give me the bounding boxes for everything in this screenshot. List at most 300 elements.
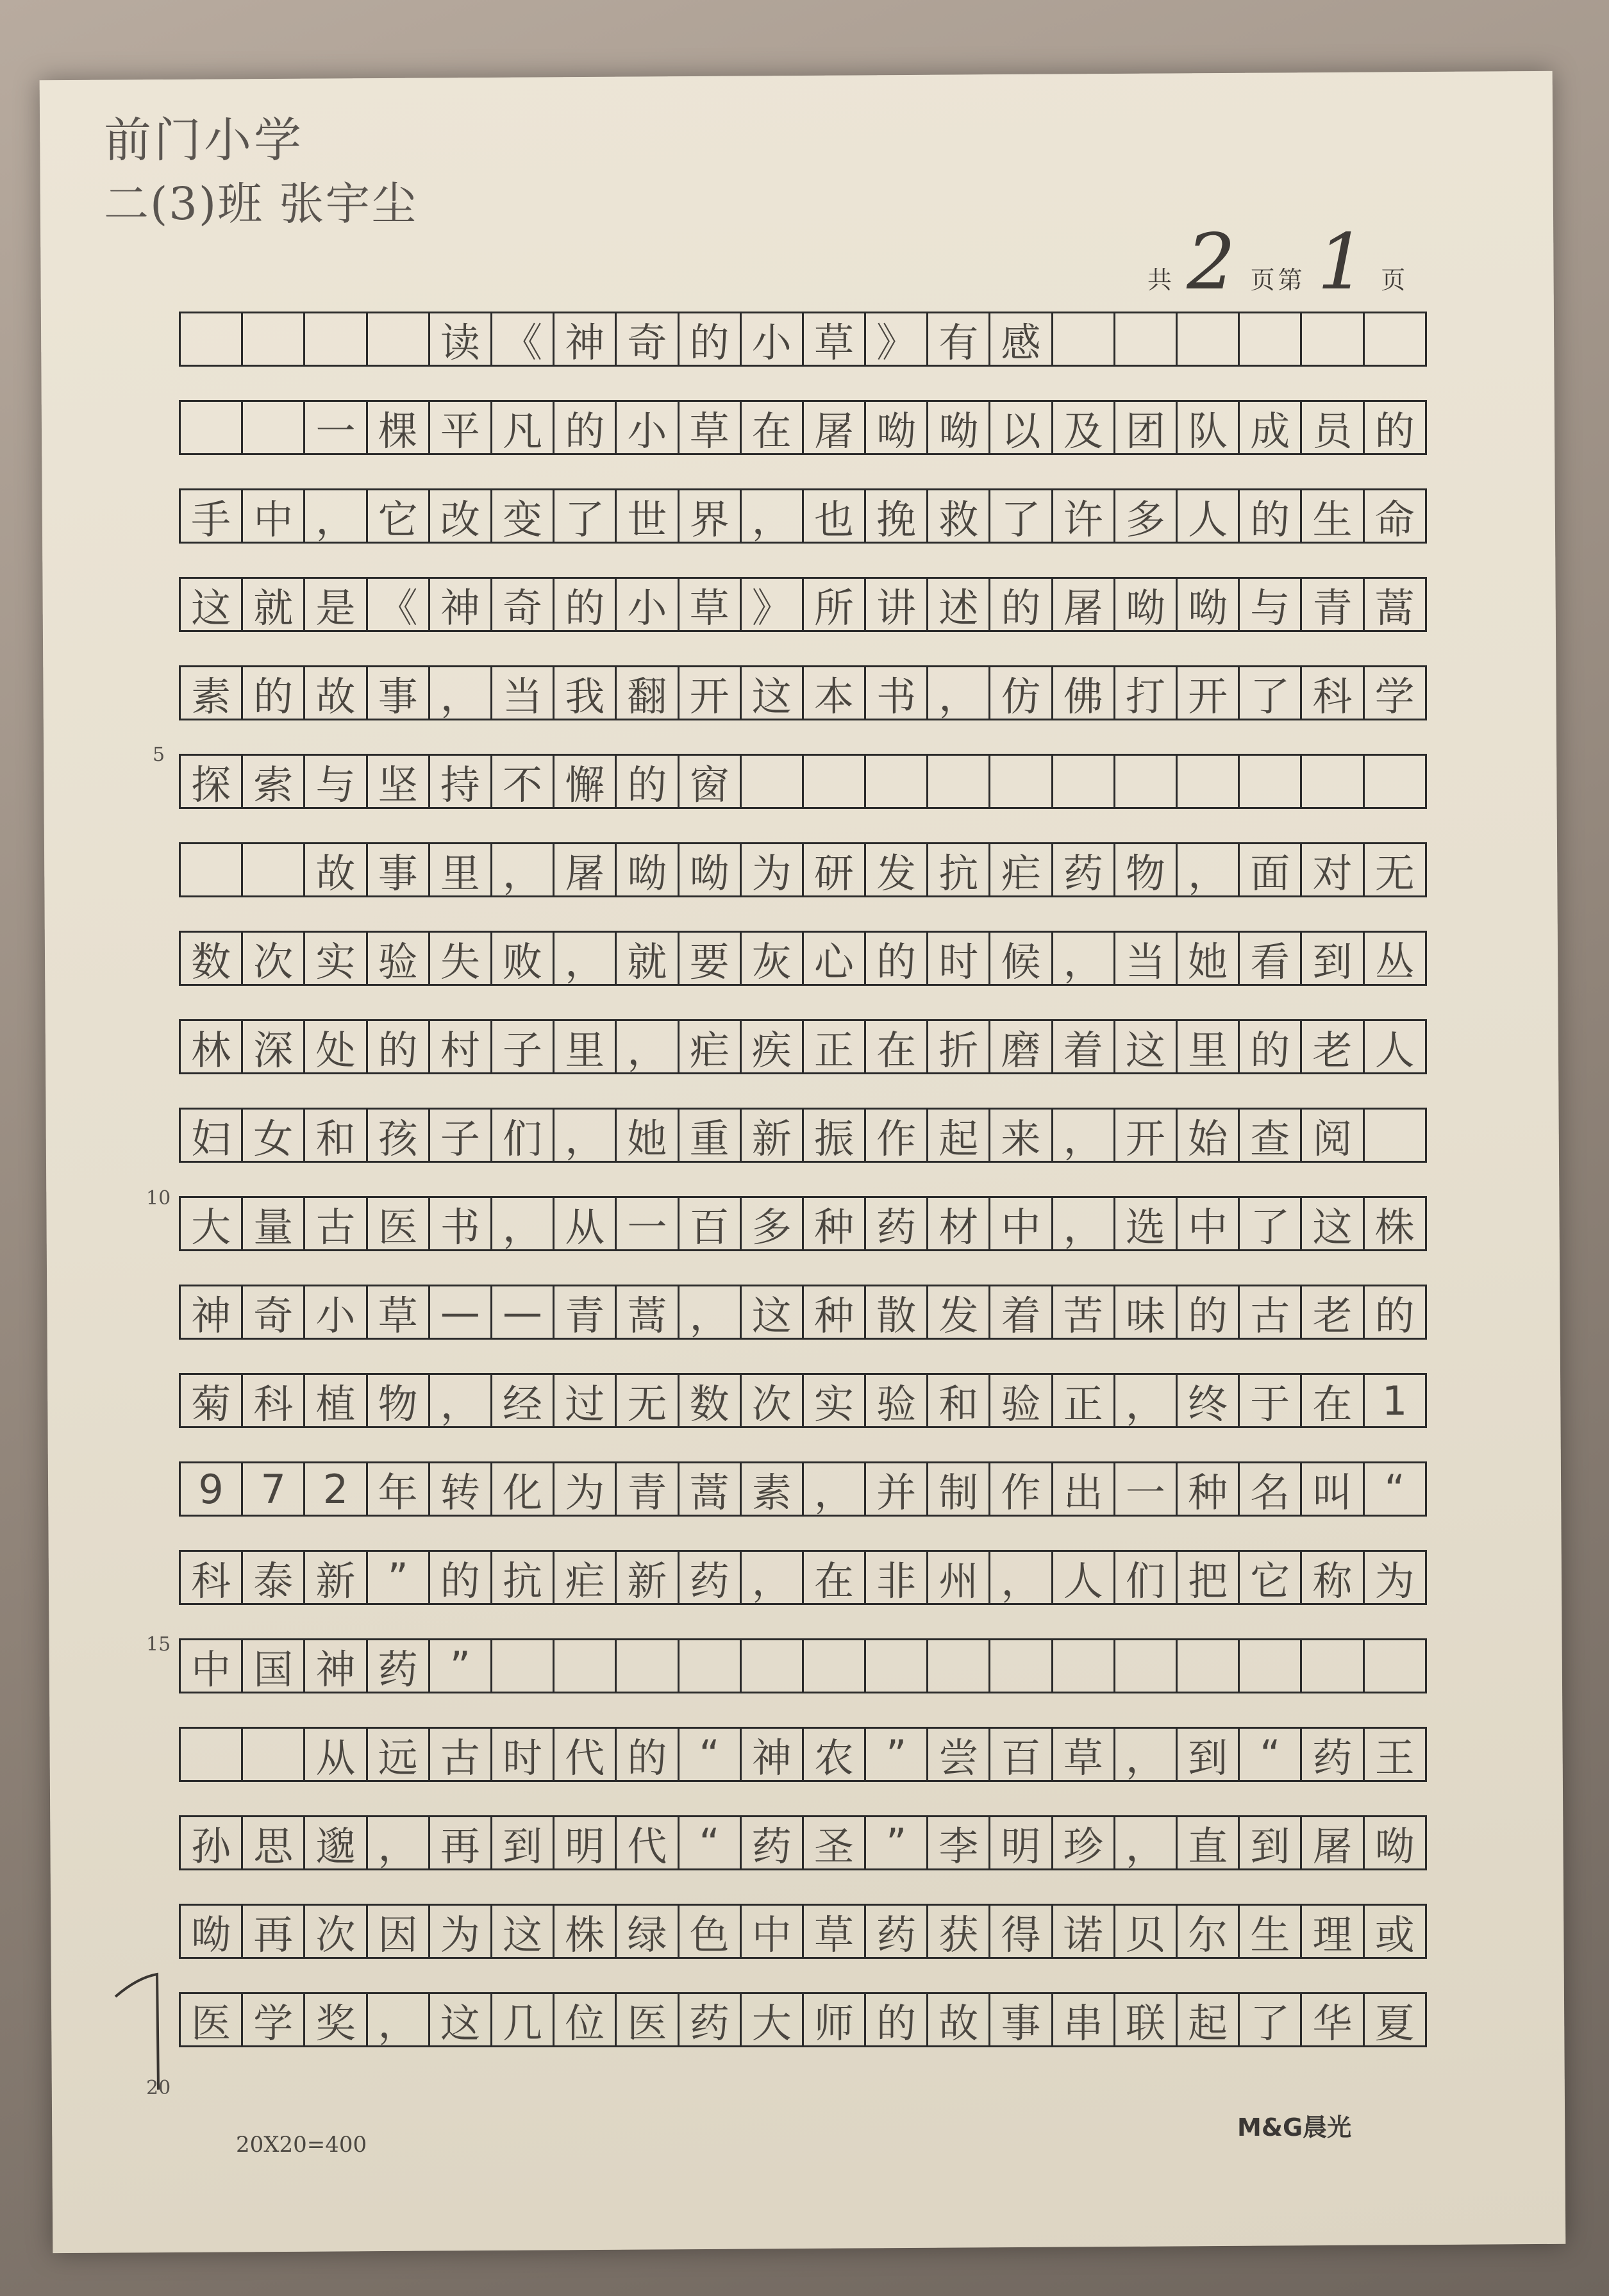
grid-cell: 无 [615,1373,679,1428]
grid-cell: 为 [428,1904,492,1959]
grid-cell [740,1638,804,1693]
grid-cell: 与 [303,754,367,809]
grid-cell: 看 [1238,931,1302,986]
grid-cell: 李 [926,1815,990,1870]
grid-cell: 探 [179,754,243,809]
grid-cell: 们 [1113,1550,1178,1605]
grid-cell: 农 [802,1727,866,1782]
grid-cell: 的 [615,754,679,809]
grid-cell: 的 [553,400,617,455]
grid-cell: 位 [553,1992,617,2047]
grid-cell: 要 [678,931,742,986]
grid-cell: 小 [615,577,679,632]
grid-cell: 起 [1176,1992,1240,2047]
grid-cell: 草 [802,1904,866,1959]
grid-cell: 了 [553,488,617,544]
grid-cell: 蒿 [678,1461,742,1517]
grid-cell [615,1638,679,1693]
grid-cell: 呦 [926,400,990,455]
grid-cell: 远 [366,1727,430,1782]
grid-cell: 当 [1113,931,1178,986]
grid-cell: 们 [490,1108,554,1163]
grid-cell [1176,1638,1240,1693]
grid-cell: 和 [303,1108,367,1163]
grid-cell: 故 [303,665,367,720]
grid-cell: ” [428,1638,492,1693]
grid-cell: 种 [802,1196,866,1251]
grid-cell: 就 [241,577,305,632]
grid-cell: 药 [1300,1727,1364,1782]
grid-cell: 2 [303,1461,367,1517]
grid-cell: 实 [303,931,367,986]
grid-cell: 在 [740,400,804,455]
grid-cell: 故 [926,1992,990,2047]
grid-cell: ， [802,1461,866,1517]
grid-cell: 新 [615,1550,679,1605]
grid-cell: 着 [1051,1019,1115,1074]
grid-cell: 验 [366,931,430,986]
grid-cell: 一 [303,400,367,455]
grid-cell: 科 [1300,665,1364,720]
grid-cell: 棵 [366,400,430,455]
grid-cell [490,1638,554,1693]
grid-cell: 生 [1300,488,1364,544]
grid-cell: 串 [1051,1992,1115,2047]
grid-cell: 起 [926,1108,990,1163]
grid-cell [926,1638,990,1693]
grid-cell: 疟 [553,1550,617,1605]
grid-cell [1363,1638,1427,1693]
grid-cell: 王 [1363,1727,1427,1782]
grid-cell [1363,312,1427,367]
grid-cell: 中 [740,1904,804,1959]
grid-cell: 许 [1051,488,1115,544]
grid-cell [678,1638,742,1693]
grid-cell [241,312,305,367]
grid-cell: 就 [615,931,679,986]
grid-cell: 成 [1238,400,1302,455]
grid-cell: 孙 [179,1815,243,1870]
grid-cell: 叫 [1300,1461,1364,1517]
grid-cell: 到 [1300,931,1364,986]
grid-cell: 深 [241,1019,305,1074]
grid-cell: 我 [553,665,617,720]
grid-cell: 材 [926,1196,990,1251]
grid-cell: ， [428,665,492,720]
grid-cell: 命 [1363,488,1427,544]
grid-cell: 正 [802,1019,866,1074]
grid-cell: 神 [553,312,617,367]
grid-cell: ” [864,1727,928,1782]
grid-cell: 再 [428,1815,492,1870]
grid-cell: 是 [303,577,367,632]
grid-cell: 青 [553,1285,617,1340]
grid-cell: “ [678,1815,742,1870]
grid-cell: 贝 [1113,1904,1178,1959]
grid-cell [1176,312,1240,367]
grid-cell: 变 [490,488,554,544]
grid-cell: 圣 [802,1815,866,1870]
grid-cell: 时 [926,931,990,986]
grid-cell [1113,1638,1178,1693]
grid-cell: 疾 [740,1019,804,1074]
grid-cell: 药 [864,1196,928,1251]
line-number-10: 10 [146,1187,171,1210]
grid-cell [303,312,367,367]
grid-cell: 里 [1176,1019,1240,1074]
grid-cell: 团 [1113,400,1178,455]
grid-cell: 奇 [615,312,679,367]
grid-cell: 物 [1113,842,1178,897]
grid-cell: 的 [1176,1285,1240,1340]
grid-cell: 理 [1300,1904,1364,1959]
grid-cell: 蒿 [615,1285,679,1340]
grid-cell: 她 [1176,931,1240,986]
grid-cell: 验 [864,1373,928,1428]
line-number-20: 20 [146,2077,171,2099]
margin-pencil-mark [112,1968,170,2096]
grid-cell [864,1638,928,1693]
grid-cell: 抗 [926,842,990,897]
grid-cell: 7 [241,1461,305,1517]
grid-cell: 的 [366,1019,430,1074]
grid-cell: 作 [988,1461,1053,1517]
grid-cell: 书 [864,665,928,720]
grid-cell: 疟 [988,842,1053,897]
grid-cell: 的 [1238,488,1302,544]
grid-cell: 当 [490,665,554,720]
grid-cell: 的 [1363,400,1427,455]
grid-cell: ， [490,1196,554,1251]
grid-cell: 开 [678,665,742,720]
grid-cell: 这 [490,1904,554,1959]
grid-cell [1051,1638,1115,1693]
grid-cell: 明 [553,1815,617,1870]
grid-cell [1363,1108,1427,1163]
grid-cell [241,842,305,897]
grid-cell: 着 [988,1285,1053,1340]
grid-cell: 种 [802,1285,866,1340]
grid-cell: 始 [1176,1108,1240,1163]
grid-cell: 翻 [615,665,679,720]
grid-cell: 打 [1113,665,1178,720]
grid-cell: 世 [615,488,679,544]
grid-cell: 这 [740,1285,804,1340]
grid-cell: 手 [179,488,243,544]
grid-cell: ， [1113,1815,1178,1870]
grid-cell: 小 [740,312,804,367]
grid-cell: 呦 [678,842,742,897]
total-prefix: 共 [1147,266,1172,294]
grid-cell: 味 [1113,1285,1178,1340]
grid-cell: 因 [366,1904,430,1959]
page-counter [1147,218,1405,307]
grid-cell: 屠 [802,400,866,455]
grid-cell: 的 [553,577,617,632]
grid-cell: 到 [490,1815,554,1870]
grid-cell [366,312,430,367]
grid-cell: 正 [1051,1373,1115,1428]
grid-cell: 科 [241,1373,305,1428]
grid-cell: 药 [864,1904,928,1959]
grid-cell: 作 [864,1108,928,1163]
grid-cell [241,400,305,455]
grid-cell: 多 [1113,488,1178,544]
grid-cell: 为 [553,1461,617,1517]
grid-cell: 师 [802,1992,866,2047]
grid-cell: 大 [179,1196,243,1251]
grid-cell: 人 [1051,1550,1115,1605]
grid-cell: 老 [1300,1019,1364,1074]
grid-cell: 神 [179,1285,243,1340]
grid-cell: ， [553,1108,617,1163]
grid-cell: 菊 [179,1373,243,1428]
grid-cell: 非 [864,1550,928,1605]
grid-cell: 学 [241,1992,305,2047]
grid-cell: 古 [428,1727,492,1782]
grid-cell: 泰 [241,1550,305,1605]
grid-cell [179,1727,243,1782]
grid-cell: 代 [553,1727,617,1782]
grid-cell: 了 [988,488,1053,544]
grid-cell: 药 [1051,842,1115,897]
grid-cell: 名 [1238,1461,1302,1517]
grid-cell: 的 [988,577,1053,632]
grid-cell: 或 [1363,1904,1427,1959]
grid-cell: 神 [303,1638,367,1693]
grid-cell: 佛 [1051,665,1115,720]
grid-cell: 百 [678,1196,742,1251]
grid-cell: ， [988,1550,1053,1605]
grid-cell: 珍 [1051,1815,1115,1870]
grid-cell: ， [740,1550,804,1605]
grid-cell: 从 [303,1727,367,1782]
grid-cell: 的 [864,931,928,986]
grid-cell [1176,754,1240,809]
grid-cell: 也 [802,488,866,544]
grid-cell: 无 [1363,842,1427,897]
grid-cell: 发 [926,1285,990,1340]
grid-cell: 所 [802,577,866,632]
grid-cell: 改 [428,488,492,544]
grid-cell: 到 [1238,1815,1302,1870]
grid-cell: ， [615,1019,679,1074]
grid-cell: “ [678,1727,742,1782]
grid-cell: 了 [1238,1992,1302,2047]
grid-cell: 草 [1051,1727,1115,1782]
grid-cell: 对 [1300,842,1364,897]
grid-cell: 失 [428,931,492,986]
grid-cell: 的 [678,312,742,367]
grid-cell [241,1727,305,1782]
grid-cell: 这 [1300,1196,1364,1251]
grid-cell: 草 [366,1285,430,1340]
grid-cell: 里 [428,842,492,897]
grid-cell: 邈 [303,1815,367,1870]
grid-cell: 《 [490,312,554,367]
grid-cell: 州 [926,1550,990,1605]
grid-cell [179,400,243,455]
grid-cell: 生 [1238,1904,1302,1959]
grid-cell: 呦 [864,400,928,455]
grid-cell: 阅 [1300,1108,1364,1163]
grid-cell: 药 [678,1550,742,1605]
grid-cell: 持 [428,754,492,809]
grid-cell: 研 [802,842,866,897]
grid-cell: 事 [988,1992,1053,2047]
grid-cell: 孩 [366,1108,430,1163]
grid-cell: 面 [1238,842,1302,897]
grid-cell [1238,312,1302,367]
grid-cell: 大 [740,1992,804,2047]
grid-cell [740,754,804,809]
grid-cell: 呦 [1113,577,1178,632]
grid-cell: 新 [740,1108,804,1163]
grid-cell: 在 [864,1019,928,1074]
grid-cell: 平 [428,400,492,455]
grid-cell: 多 [740,1196,804,1251]
grid-cell: 感 [988,312,1053,367]
grid-cell: 于 [1238,1373,1302,1428]
grid-cell: ” [366,1550,430,1605]
grid-cell: 丛 [1363,931,1427,986]
grid-spec-label: 20X20=400 [236,2132,367,2158]
grid-cell [802,754,866,809]
grid-cell: 挽 [864,488,928,544]
grid-cell: 故 [303,842,367,897]
grid-cell: 次 [740,1373,804,1428]
grid-cell: 尝 [926,1727,990,1782]
grid-cell: 再 [241,1904,305,1959]
grid-cell: 到 [1176,1727,1240,1782]
grid-cell: 草 [678,577,742,632]
grid-cell: 称 [1300,1550,1364,1605]
grid-cell: 候 [988,931,1053,986]
writing-grid [181,312,1427,2081]
grid-cell: 学 [1363,665,1427,720]
grid-cell: 的 [428,1550,492,1605]
grid-cell: ， [1113,1373,1178,1428]
grid-cell: 呦 [615,842,679,897]
grid-cell: 药 [678,1992,742,2047]
grid-cell: ， [366,1992,430,2047]
grid-cell [1113,754,1178,809]
grid-cell: 队 [1176,400,1240,455]
grid-cell: 林 [179,1019,243,1074]
grid-cell: 窗 [678,754,742,809]
grid-cell: 时 [490,1727,554,1782]
line-number-15: 15 [146,1633,171,1656]
grid-cell: 坚 [366,754,430,809]
grid-cell: 奇 [241,1285,305,1340]
grid-cell [553,1638,617,1693]
grid-cell: 的 [864,1992,928,2047]
grid-cell [988,754,1053,809]
grid-cell: 得 [988,1904,1053,1959]
grid-cell: 联 [1113,1992,1178,2047]
current-page: 1 [1317,218,1367,307]
grid-cell [864,754,928,809]
grid-cell: 这 [179,577,243,632]
grid-cell: 开 [1176,665,1240,720]
grid-cell: 奇 [490,577,554,632]
grid-cell [1300,1638,1364,1693]
grid-cell: 绿 [615,1904,679,1959]
grid-cell: 小 [303,1285,367,1340]
grid-cell: 中 [988,1196,1053,1251]
grid-cell: 重 [678,1108,742,1163]
grid-cell: 它 [1238,1550,1302,1605]
grid-cell: 夏 [1363,1992,1427,2047]
grid-cell [802,1638,866,1693]
grid-cell: 次 [303,1904,367,1959]
grid-cell: 明 [988,1815,1053,1870]
grid-cell: 懈 [553,754,617,809]
grid-cell: “ [1363,1461,1427,1517]
grid-cell: 国 [241,1638,305,1693]
grid-cell: 终 [1176,1373,1240,1428]
grid-cell: 和 [926,1373,990,1428]
grid-cell: 百 [988,1727,1053,1782]
grid-cell: ， [428,1373,492,1428]
grid-cell: 》 [864,312,928,367]
grid-cell: ” [864,1815,928,1870]
grid-cell: 不 [490,754,554,809]
grid-cell: 的 [1238,1019,1302,1074]
grid-cell: 灰 [740,931,804,986]
grid-cell: 草 [802,312,866,367]
grid-cell: 中 [179,1638,243,1693]
grid-cell: 素 [179,665,243,720]
grid-cell: 与 [1238,577,1302,632]
grid-cell: 从 [553,1196,617,1251]
grid-cell: 的 [1363,1285,1427,1340]
grid-cell: 人 [1363,1019,1427,1074]
grid-cell: 古 [1238,1285,1302,1340]
grid-cell: 这 [740,665,804,720]
grid-cell: 医 [179,1992,243,2047]
grid-cell: 青 [615,1461,679,1517]
grid-cell: 一 [615,1196,679,1251]
grid-cell: 制 [926,1461,990,1517]
grid-cell: 药 [740,1815,804,1870]
grid-cell: 它 [366,488,430,544]
grid-cell: 在 [1300,1373,1364,1428]
grid-cell: 以 [988,400,1053,455]
grid-cell: 古 [303,1196,367,1251]
grid-cell [988,1638,1053,1693]
grid-cell: 及 [1051,400,1115,455]
grid-cell: 新 [303,1550,367,1605]
grid-cell: 蒿 [1363,577,1427,632]
grid-cell: 散 [864,1285,928,1340]
grid-cell: 年 [366,1461,430,1517]
grid-cell: 开 [1113,1108,1178,1163]
grid-cell: 科 [179,1550,243,1605]
grid-cell: 这 [1113,1019,1178,1074]
grid-cell: 直 [1176,1815,1240,1870]
grid-cell: 屠 [1051,577,1115,632]
grid-cell: ， [678,1285,742,1340]
grid-cell: 来 [988,1108,1053,1163]
grid-cell: ， [303,488,367,544]
grid-cell: 》 [740,577,804,632]
grid-cell: 的 [241,665,305,720]
grid-cell: 华 [1300,1992,1364,2047]
grid-cell [1113,312,1178,367]
total-pages: 2 [1187,218,1236,307]
grid-cell: 仿 [988,665,1053,720]
